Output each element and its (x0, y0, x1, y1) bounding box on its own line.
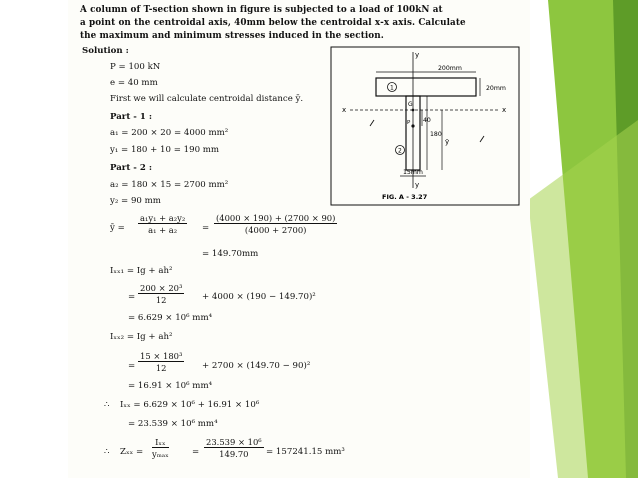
ybar-value-fraction (214, 214, 337, 235)
problem-line-3: the maximum and minimum stresses induced in the section. (80, 31, 384, 41)
eccentricity-value: e = 40 mm (110, 78, 158, 88)
centroid-intro: First we will calculate centroidal distance ȳ. (110, 94, 304, 104)
ixx2-result: = 16.91 × 10⁶ mm⁴ (128, 381, 213, 391)
ybar-label: ȳ (445, 138, 450, 146)
part2-distance: y₂ = 90 mm (110, 196, 161, 206)
centroid-label: G (408, 101, 413, 108)
zxx-result: = 157241.15 mm³ (266, 447, 345, 457)
scan-mark (480, 136, 484, 142)
solution-heading: Solution : (82, 46, 129, 56)
y-top-label: y (415, 51, 420, 59)
ixx1-fraction (138, 284, 184, 305)
t-section-figure (330, 46, 520, 206)
ixx1-lhs: Iₓₓ₁ = Ig + ah² (110, 266, 173, 276)
equals-sign: = (192, 447, 200, 457)
zxx-formula-fraction (152, 438, 169, 459)
part2-area: a₂ = 180 × 15 = 2700 mm² (110, 180, 229, 190)
part1-area: a₁ = 200 × 20 = 4000 mm² (110, 128, 229, 138)
zxx-lhs: Zₓₓ = (120, 447, 144, 457)
zxx-formula-denominator: yₘₐₓ (152, 449, 169, 460)
ixx-sum: Iₓₓ = 6.629 × 10⁶ + 16.91 × 10⁶ (120, 400, 260, 410)
x-right-label: x (502, 106, 507, 114)
scan-mark (370, 120, 374, 126)
ixx2-numerator: 15 × 180³ (140, 351, 183, 361)
ixx-result: = 23.539 × 10⁶ mm⁴ (128, 419, 218, 429)
ixx1-numerator: 200 × 20³ (140, 283, 183, 293)
web-thickness-label: 15mm (403, 169, 423, 176)
ixx1-result: = 6.629 × 10⁶ mm⁴ (128, 313, 213, 323)
therefore-symbol: ∴ (104, 400, 110, 410)
ixx2-fraction (138, 352, 184, 373)
eccentricity-label: 40 (423, 117, 431, 124)
centroid-point (412, 109, 415, 112)
load-value: P = 100 kN (110, 62, 161, 72)
problem-line-1: A column of T-section shown in figure is subjected to a load of 100kN at (80, 5, 443, 15)
ixx1-rest: + 4000 × (190 − 149.70)² (202, 292, 316, 302)
part2-heading: Part - 2 : (110, 163, 152, 173)
part1-distance: y₁ = 180 + 10 = 190 mm (110, 145, 220, 155)
zxx-value-denominator: 149.70 (219, 449, 249, 460)
equals-sign: = (202, 223, 210, 233)
load-point (411, 124, 414, 127)
equals-sign: = (128, 361, 136, 371)
ixx2-denominator: 12 (155, 363, 167, 374)
ybar-result: = 149.70mm (202, 249, 259, 259)
ybar-formula-fraction (138, 214, 187, 235)
scanned-page (68, 0, 530, 478)
ixx1-denominator: 12 (155, 295, 167, 306)
flange-label: 20mm (486, 85, 506, 92)
web-height-label: 180 (430, 131, 442, 138)
zxx-value-numerator: 23.539 × 10⁶ (206, 437, 262, 447)
ybar-value-denominator: (4000 + 2700) (244, 225, 307, 236)
figure-frame (331, 47, 519, 205)
figure-caption: FIG. A - 3.27 (382, 193, 428, 201)
problem-line-2: a point on the centroidal axis, 40mm below the centroidal x-x axis. Calculate (80, 18, 466, 28)
zxx-value-fraction (204, 438, 264, 459)
ybar-formula-denominator: a₁ + a₂ (148, 225, 178, 236)
part1-number: 1 (390, 84, 394, 92)
ixx2-lhs: Iₓₓ₂ = Ig + ah² (110, 332, 173, 342)
slide-decoration (518, 0, 638, 478)
part1-heading: Part - 1 : (110, 112, 152, 122)
ixx2-rest: + 2700 × (149.70 − 90)² (202, 361, 311, 371)
part2-number: 2 (398, 147, 402, 155)
x-left-label: x (342, 106, 347, 114)
ybar-formula-numerator: a₁y₁ + a₂y₂ (140, 213, 186, 223)
ybar-lhs: ȳ = (110, 223, 125, 233)
equals-sign: = (128, 292, 136, 302)
load-label: P (407, 120, 411, 126)
zxx-formula-numerator: Iₓₓ (152, 438, 169, 448)
therefore-symbol: ∴ (104, 447, 110, 457)
y-bottom-label: y (415, 181, 420, 189)
ybar-value-numerator: (4000 × 190) + (2700 × 90) (216, 213, 336, 223)
width-label: 200mm (438, 65, 462, 72)
